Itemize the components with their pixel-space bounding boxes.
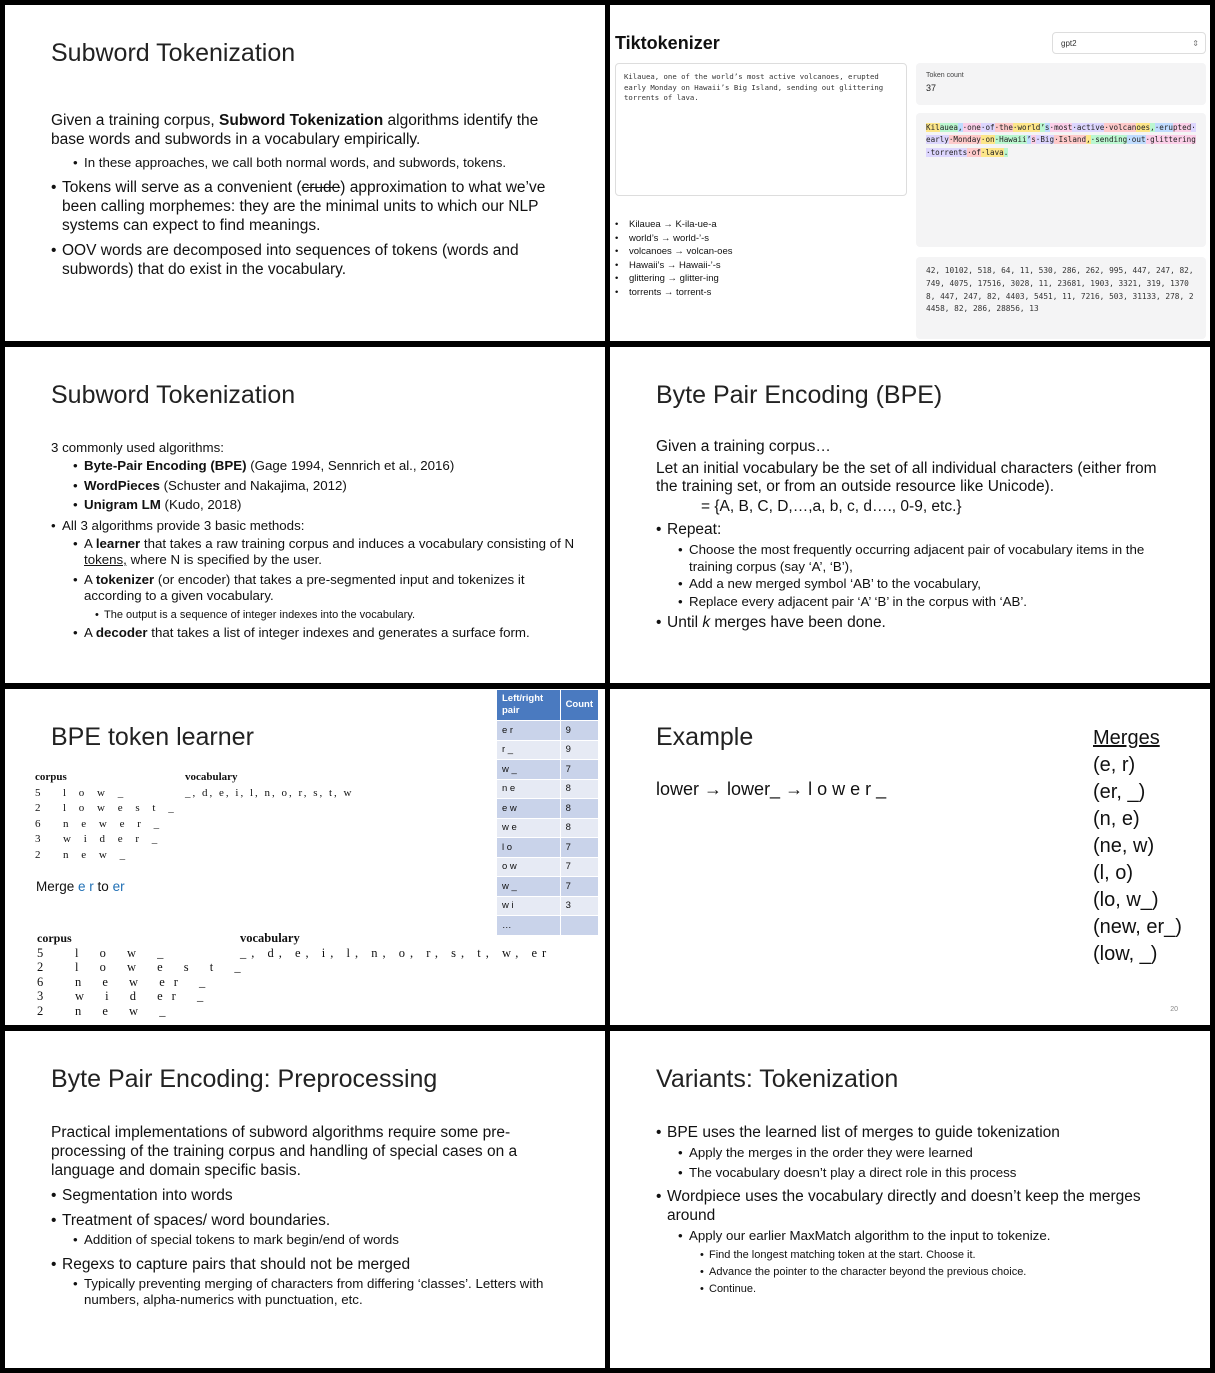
- bold-text: WordPieces: [84, 477, 160, 493]
- token: ·on: [980, 135, 995, 145]
- sub-bullet: • Typically preventing merging of characters from differing ‘classes’. Letters with numbers, alpha-numerics with punctuation, etc.: [73, 1276, 575, 1309]
- corpus-label: corpus: [37, 931, 72, 945]
- table-row: [497, 799, 599, 819]
- corpus-row: [37, 975, 250, 990]
- col-header-pair: Left/right pair: [497, 690, 561, 721]
- table-row: [497, 916, 599, 936]
- slide-subword-tokenization-1: [5, 5, 605, 341]
- text: A: [84, 571, 96, 587]
- split-item: • world’s → world-’-s: [615, 232, 733, 246]
- count-cell: 7: [560, 838, 598, 858]
- pair-count-table: [496, 689, 599, 936]
- bullet: • All 3 algorithms provide 3 basic methods:: [51, 517, 575, 534]
- token: ·of: [980, 123, 995, 132]
- slide-body: [51, 111, 575, 285]
- slide-title: BPE token learner: [51, 723, 254, 751]
- token: ’: [1026, 135, 1032, 145]
- token: ’: [1040, 123, 1045, 132]
- bold-text: learner: [95, 535, 141, 551]
- sub-bullet: • Choose the most frequently occurring adjacent pair of vocabulary items in the training corpus (say ‘A’, ‘B’),: [678, 542, 1180, 575]
- merge-item: (er, _): [1093, 781, 1146, 803]
- slide-title: Variants: Tokenization: [656, 1065, 899, 1093]
- col-header-count: Count: [560, 690, 598, 721]
- corpus-row: [35, 801, 179, 817]
- underlined-text: tokens,: [84, 552, 127, 567]
- count-cell: 8: [560, 779, 598, 799]
- vocab-set: = {A, B, C, D,…,a, b, c, d…., 0-9, etc.}: [701, 498, 962, 515]
- pair-cell: w _: [497, 760, 561, 780]
- pair-cell: w i: [497, 896, 561, 916]
- corpus-word: l o w _: [75, 945, 173, 960]
- token: oes: [1136, 123, 1151, 132]
- token: ·volcan: [1104, 123, 1137, 132]
- merges-label: Merges: [1093, 727, 1160, 749]
- table-row: [497, 838, 599, 858]
- pair-cell: r _: [497, 740, 561, 760]
- sub-bullet: • Add a new merged symbol ‘AB’ to the vocabulary,: [678, 576, 1180, 593]
- table-row: [497, 721, 599, 741]
- corpus-row: [35, 848, 179, 864]
- table-row: [497, 857, 599, 877]
- token: ·active: [1072, 123, 1105, 132]
- sub-bullet: • Apply our earlier MaxMatch algorithm to the input to tokenize.: [678, 1228, 1180, 1245]
- corpus-count: 5: [35, 786, 41, 799]
- token: ·Island: [1054, 135, 1087, 145]
- pair-cell: e w: [497, 799, 561, 819]
- sub-bullet: [73, 478, 575, 495]
- model-select-value: gpt2: [1061, 39, 1077, 48]
- merge-item: (n, e): [1093, 808, 1140, 830]
- token: s: [1031, 135, 1036, 145]
- arrow-icon: →: [704, 779, 723, 799]
- token: ·lava: [980, 147, 1004, 157]
- corpus-count: 2: [37, 1003, 44, 1018]
- count-cell: 8: [560, 799, 598, 819]
- pair-cell: o w: [497, 857, 561, 877]
- token-visualization: [916, 113, 1206, 247]
- vocab-label: vocabulary: [240, 931, 300, 945]
- token: ·eru: [1154, 123, 1173, 132]
- merge-item: (l, o): [1093, 862, 1133, 884]
- slide-title: Byte Pair Encoding (BPE): [656, 381, 943, 409]
- text: algorithms identify the base words and subwords in a vocabulary empirically.: [51, 112, 539, 148]
- corpus-word: n e w er _: [75, 974, 215, 989]
- model-select[interactable]: [1052, 32, 1206, 54]
- corpus-row: [37, 946, 250, 961]
- token: ·out: [1127, 135, 1146, 145]
- slide-bpe: [610, 347, 1210, 683]
- corpus-word: l o w e s t _: [75, 960, 250, 974]
- paragraph: Let an initial vocabulary be the set of all individual characters (either from the training set, or from an outside resource like Unicode).: [656, 460, 1157, 495]
- merges-list: [1093, 725, 1182, 968]
- token: ·sending: [1090, 135, 1128, 145]
- split-item: • Hawaii’s → Hawaii-’-s: [615, 259, 733, 273]
- bullet: • OOV words are decomposed into sequences of tokens (words and subwords) that do exist in the vocabulary.: [51, 241, 575, 279]
- text: (Schuster and Nakajima, 2012): [159, 477, 347, 493]
- table-row: [497, 740, 599, 760]
- sub-sub-bullet: • Continue.: [700, 1282, 1180, 1296]
- example-line: [656, 779, 886, 800]
- corpus-word: n e w _: [75, 1003, 175, 1018]
- text: (or encoder) that takes a pre-segmented input and tokenizes it according to a given vocabulary.: [84, 571, 525, 603]
- merge-item: (e, r): [1093, 754, 1136, 776]
- table-row: [497, 760, 599, 780]
- corpus-count: 6: [37, 974, 44, 989]
- sub-bullet: [73, 536, 575, 569]
- token: ·most: [1049, 123, 1073, 132]
- slide-body: [51, 1123, 575, 1312]
- count-cell: 9: [560, 721, 598, 741]
- merge-pair: e r: [78, 879, 94, 894]
- bullet: • Wordpiece uses the vocabulary directly and doesn’t keep the merges around: [656, 1187, 1180, 1225]
- slide-body: [656, 437, 1180, 638]
- token: ·Monday: [948, 135, 981, 145]
- vocab-items: _, d, e, i, l, n, o, r, s, t, w: [185, 786, 354, 799]
- text: lower_: [727, 779, 781, 799]
- slide-body: [656, 1123, 1180, 1299]
- bold-text: Byte-Pair Encoding (BPE): [84, 458, 247, 473]
- token: ·world: [1012, 123, 1041, 132]
- token: ·torrents: [926, 147, 968, 157]
- bullet: [51, 178, 575, 235]
- text: that takes a raw training corpus and induces a vocabulary consisting of N: [140, 535, 575, 551]
- text: A: [84, 624, 96, 640]
- token: auea: [939, 123, 959, 132]
- table-row: [497, 877, 599, 897]
- chevron-updown-icon: ⇕: [1192, 39, 1199, 48]
- merge-item: (ne, w): [1093, 835, 1155, 857]
- count-cell: 8: [560, 818, 598, 838]
- slide-title: Subword Tokenization: [51, 39, 296, 67]
- bullet: [656, 613, 1180, 632]
- slide-example: [610, 689, 1210, 1025]
- text: Given a training corpus,: [51, 112, 220, 129]
- corpus-row: [37, 1004, 250, 1019]
- app-title: Tiktokenizer: [615, 33, 720, 53]
- text: (Gage 1994, Sennrich et al., 2016): [246, 458, 455, 473]
- text: (Kudo, 2018): [160, 497, 242, 512]
- text: ) approximation to what we’ve been calling morphemes: they are the minimal units to which our NLP systems can expect to find meanings.: [62, 178, 546, 234]
- text: l o w e r _: [808, 779, 887, 799]
- text: lower: [656, 779, 700, 799]
- token: ,: [1086, 135, 1091, 145]
- corpus-word: l o w _: [63, 786, 129, 799]
- italic-text: k: [702, 614, 711, 631]
- split-item: • torrents → torrent-s: [615, 286, 733, 300]
- slide-tiktokenizer: [610, 5, 1210, 341]
- pair-cell: w _: [497, 877, 561, 897]
- token: ·Hawaii: [994, 135, 1027, 145]
- bold-text: Subword Tokenization: [219, 112, 384, 129]
- pair-cell: w e: [497, 818, 561, 838]
- corpus-before: [35, 770, 179, 863]
- slide-body: [51, 439, 575, 644]
- table-row: [497, 896, 599, 916]
- bold-text: decoder: [95, 624, 148, 640]
- token: s: [1044, 123, 1050, 132]
- bullet: • Regexs to capture pairs that should not be merged: [51, 1255, 575, 1274]
- token: ·Big: [1035, 135, 1055, 145]
- bold-text: Unigram LM: [84, 497, 161, 512]
- text-input[interactable]: Kilauea, one of the world’s most active volcanoes, erupted early Monday on Hawaii’s Big Island, sending out glittering torrents of lava.: [615, 63, 907, 196]
- token-count-value: 37: [926, 83, 937, 93]
- sub-bullet: [73, 458, 575, 475]
- paragraph: [51, 111, 575, 149]
- bold-text: tokenizer: [95, 571, 155, 587]
- split-item: • volcanoes → volcan-oes: [615, 245, 733, 259]
- corpus-count: 2: [35, 802, 41, 814]
- text: to: [93, 879, 113, 894]
- sub-bullet: • Addition of special tokens to mark begin/end of words: [73, 1232, 575, 1249]
- text: merges have been done.: [710, 614, 886, 631]
- corpus-word: l o w e s t _: [63, 802, 179, 814]
- slide-bpe-preprocessing: [5, 1031, 605, 1368]
- merge-line: [36, 879, 125, 894]
- text: Merge: [36, 879, 79, 894]
- vocab-items: _, d, e, i, l, n, o, r, s, t, w, er: [240, 945, 552, 960]
- token: .: [1003, 147, 1009, 157]
- token: ·of: [967, 147, 981, 157]
- corpus-row: [35, 832, 179, 848]
- merge-item: (lo, w_): [1093, 889, 1159, 911]
- text: that takes a list of integer indexes and generates a surface form.: [147, 624, 530, 640]
- sub-bullet: • In these approaches, we call both normal words, and subwords, tokens.: [73, 155, 575, 172]
- token: ·early: [926, 123, 1196, 145]
- count-cell: 3: [560, 896, 598, 916]
- corpus-row: [35, 817, 179, 833]
- corpus-word: w i d e r _: [63, 833, 163, 845]
- token-ids: 42, 10102, 518, 64, 11, 530, 286, 262, 995, 447, 247, 82, 749, 4075, 17516, 3028, 11, 23681, 1903, 3321, 319, 13708, 447, 247, 82, 4403, 5451, 11, 7216, 503, 31133, 278, 24458, 82, 286, 28856, 13: [916, 257, 1206, 339]
- text: Tokens will serve as a convenient (: [62, 178, 302, 196]
- sub-bullet: • Replace every adjacent pair ‘A’ ‘B’ in the corpus with ‘AB’.: [678, 594, 1180, 611]
- text: A: [84, 535, 96, 551]
- sub-sub-bullet: • Find the longest matching token at the start. Choose it.: [700, 1248, 1180, 1262]
- sub-bullet: • Apply the merges in the order they were learned: [678, 1145, 1180, 1162]
- sub-sub-bullet: • The output is a sequence of integer indexes into the vocabulary.: [95, 608, 575, 622]
- token: ·one: [962, 123, 981, 132]
- slide-variants-tokenization: [610, 1031, 1210, 1368]
- split-list: [615, 218, 733, 299]
- bullet: • Repeat:: [656, 520, 1180, 539]
- text: Until: [667, 614, 703, 631]
- token: ,: [958, 123, 963, 132]
- pair-cell: …: [497, 916, 561, 936]
- token: ,: [1150, 123, 1155, 132]
- token-count-panel: [916, 63, 1206, 105]
- split-item: • Kilauea → K-ila-ue-a: [615, 218, 733, 232]
- corpus-row: [35, 786, 179, 802]
- merge-item: (new, er_): [1093, 916, 1182, 938]
- sub-bullet: [73, 572, 575, 605]
- token: Kil: [926, 123, 940, 132]
- sub-bullet: • The vocabulary doesn’t play a direct role in this process: [678, 1165, 1180, 1182]
- pair-cell: l o: [497, 838, 561, 858]
- slide-title: Example: [656, 723, 754, 751]
- count-cell: [560, 916, 598, 936]
- table-row: [497, 818, 599, 838]
- slide-bpe-token-learner: [5, 689, 605, 1025]
- bullet: • BPE uses the learned list of merges to guide tokenization: [656, 1123, 1180, 1142]
- corpus-count: 2: [35, 848, 41, 861]
- bullet: • Treatment of spaces/ word boundaries.: [51, 1211, 575, 1230]
- corpus-word: w i d er _: [75, 989, 213, 1003]
- bullet: • Segmentation into words: [51, 1186, 575, 1205]
- strike-text: crude: [301, 178, 341, 196]
- corpus-word: n e w _: [63, 848, 131, 861]
- arrow-icon: →: [785, 779, 804, 799]
- merge-result: er: [112, 879, 125, 894]
- count-cell: 9: [560, 740, 598, 760]
- token: ·glittering: [1145, 135, 1196, 145]
- count-cell: 7: [560, 877, 598, 897]
- pair-cell: e r: [497, 721, 561, 741]
- page-number: 20: [1170, 1006, 1178, 1013]
- vocab-before: [185, 770, 354, 801]
- slide-title: Byte Pair Encoding: Preprocessing: [51, 1065, 438, 1093]
- sub-sub-bullet: • Advance the pointer to the character beyond the previous choice.: [700, 1265, 1180, 1279]
- count-cell: 7: [560, 760, 598, 780]
- corpus-count: 3: [35, 833, 41, 845]
- text: where N is specified by the user.: [126, 552, 322, 567]
- corpus-count: 6: [35, 817, 41, 830]
- corpus-row: [37, 989, 250, 1004]
- intro: 3 commonly used algorithms:: [51, 440, 224, 455]
- vocab-label: vocabulary: [185, 771, 238, 783]
- token: ·the: [994, 123, 1013, 132]
- slide-subword-tokenization-2: [5, 347, 605, 683]
- corpus-row: [37, 960, 250, 975]
- paragraph: Given a training corpus…: [656, 438, 831, 455]
- corpus-count: 2: [37, 960, 44, 974]
- corpus-word: n e w e r _: [63, 817, 165, 830]
- corpus-label: corpus: [35, 771, 67, 783]
- corpus-count: 3: [37, 989, 44, 1003]
- slide-title: Subword Tokenization: [51, 381, 296, 409]
- merge-item: (low, _): [1093, 943, 1158, 965]
- paragraph: Practical implementations of subword algorithms require some pre-processing of the training corpus and handling of special cases on a language and domain specific basis.: [51, 1124, 518, 1179]
- sub-bullet: [73, 625, 575, 642]
- corpus-count: 5: [37, 945, 44, 960]
- pair-cell: n e: [497, 779, 561, 799]
- count-cell: 7: [560, 857, 598, 877]
- sub-bullet: [73, 497, 575, 514]
- table-row: [497, 779, 599, 799]
- split-item: • glittering → glitter-ing: [615, 272, 733, 286]
- token: pted: [1172, 123, 1192, 132]
- corpus-after: [37, 931, 250, 1018]
- token-count-label: Token count: [926, 72, 964, 79]
